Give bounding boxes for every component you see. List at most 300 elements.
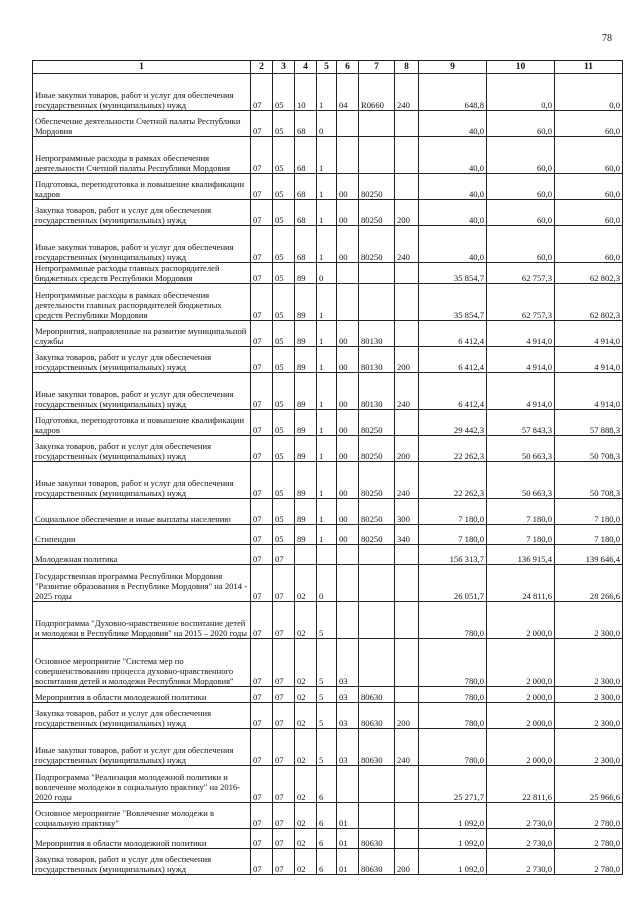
code-6: 03 (337, 687, 359, 703)
table-row (33, 602, 623, 639)
code-2: 07 (251, 565, 273, 602)
code-3: 07 (273, 766, 295, 803)
code-3: 07 (273, 639, 295, 687)
code-6: 00 (337, 525, 359, 545)
amount-11: 60,0 (555, 174, 623, 200)
code-4: 89 (295, 321, 317, 347)
amount-11: 62 802,3 (555, 284, 623, 321)
code-2: 07 (251, 525, 273, 545)
amount-11: 2 780,0 (555, 803, 623, 829)
amount-9: 780,0 (419, 687, 487, 703)
table-row (33, 525, 623, 545)
code-4: 68 (295, 226, 317, 263)
code-8: 340 (395, 525, 419, 545)
code-2: 07 (251, 226, 273, 263)
code-8: 200 (395, 200, 419, 226)
code-8 (395, 321, 419, 347)
code-7: 80630 (359, 729, 395, 766)
table-row (33, 321, 623, 347)
code-4: 89 (295, 410, 317, 436)
code-5: 1 (317, 525, 337, 545)
amount-10: 2 730,0 (487, 849, 555, 875)
column-header: 8 (395, 61, 419, 74)
amount-11: 0,0 (555, 74, 623, 111)
column-header: 10 (487, 61, 555, 74)
row-name: Закупка товаров, работ и услуг для обеспечения государственных (муниципальных) нужд (33, 849, 251, 875)
code-7 (359, 803, 395, 829)
code-7: 80250 (359, 436, 395, 462)
amount-10: 2 000,0 (487, 602, 555, 639)
row-name: Мероприятия в области молодежной политики (33, 829, 251, 849)
row-name: Подготовка, переподготовка и повышение квалификации кадров (33, 410, 251, 436)
row-name: Закупка товаров, работ и услуг для обеспечения государственных (муниципальных) нужд (33, 436, 251, 462)
code-2: 07 (251, 347, 273, 373)
code-5: 0 (317, 565, 337, 602)
amount-10: 0,0 (487, 74, 555, 111)
row-name: Иные закупки товаров, работ и услуг для обеспечения государственных (муниципальных) нужд (33, 729, 251, 766)
table-row (33, 200, 623, 226)
code-8: 200 (395, 347, 419, 373)
amount-11: 2 780,0 (555, 829, 623, 849)
code-3: 05 (273, 284, 295, 321)
code-6: 01 (337, 803, 359, 829)
table-row (33, 703, 623, 729)
code-8 (395, 639, 419, 687)
code-3: 05 (273, 226, 295, 263)
page-number: 78 (602, 33, 612, 44)
code-3: 07 (273, 829, 295, 849)
code-8 (395, 284, 419, 321)
code-7: 80250 (359, 499, 395, 525)
code-8 (395, 602, 419, 639)
table-row (33, 174, 623, 200)
table-row (33, 137, 623, 174)
code-2: 07 (251, 462, 273, 499)
row-name: Иные закупки товаров, работ и услуг для обеспечения государственных (муниципальных) нужд (33, 462, 251, 499)
code-6 (337, 263, 359, 284)
amount-11: 2 300,0 (555, 639, 623, 687)
code-8: 200 (395, 849, 419, 875)
code-8 (395, 545, 419, 565)
code-2: 07 (251, 263, 273, 284)
code-8: 240 (395, 729, 419, 766)
amount-11: 28 266,6 (555, 565, 623, 602)
amount-10: 60,0 (487, 200, 555, 226)
table-row (33, 829, 623, 849)
code-4: 68 (295, 111, 317, 137)
row-name: Закупка товаров, работ и услуг для обеспечения государственных (муниципальных) нужд (33, 703, 251, 729)
amount-9: 7 180,0 (419, 499, 487, 525)
amount-11: 2 300,0 (555, 687, 623, 703)
table-row (33, 803, 623, 829)
code-5: 1 (317, 373, 337, 410)
code-5: 1 (317, 410, 337, 436)
column-header: 3 (273, 61, 295, 74)
amount-10: 4 914,0 (487, 321, 555, 347)
code-6: 00 (337, 436, 359, 462)
table-row (33, 410, 623, 436)
amount-10: 62 757,3 (487, 284, 555, 321)
code-6: 01 (337, 829, 359, 849)
code-2: 07 (251, 639, 273, 687)
code-4: 02 (295, 602, 317, 639)
amount-10: 60,0 (487, 226, 555, 263)
code-4: 02 (295, 803, 317, 829)
amount-9: 1 092,0 (419, 849, 487, 875)
code-5: 1 (317, 499, 337, 525)
code-7 (359, 565, 395, 602)
amount-11: 4 914,0 (555, 347, 623, 373)
column-header: 11 (555, 61, 623, 74)
code-4: 02 (295, 766, 317, 803)
code-6: 00 (337, 174, 359, 200)
code-3: 05 (273, 174, 295, 200)
code-3: 05 (273, 321, 295, 347)
amount-9: 22 262,3 (419, 462, 487, 499)
row-name: Закупка товаров, работ и услуг для обеспечения государственных (муниципальных) нужд (33, 200, 251, 226)
code-4: 89 (295, 462, 317, 499)
code-2: 07 (251, 284, 273, 321)
code-2: 07 (251, 729, 273, 766)
code-5: 1 (317, 226, 337, 263)
amount-10: 4 914,0 (487, 373, 555, 410)
code-8: 200 (395, 703, 419, 729)
code-5: 1 (317, 200, 337, 226)
code-6 (337, 565, 359, 602)
row-name: Социальное обеспечение и иные выплаты населению (33, 499, 251, 525)
code-7 (359, 639, 395, 687)
code-2: 07 (251, 602, 273, 639)
amount-10: 2 000,0 (487, 703, 555, 729)
row-name: Иные закупки товаров, работ и услуг для обеспечения государственных (муниципальных) нужд (33, 74, 251, 111)
code-5: 5 (317, 602, 337, 639)
column-header: 5 (317, 61, 337, 74)
code-3: 07 (273, 602, 295, 639)
amount-11: 4 914,0 (555, 373, 623, 410)
code-6: 00 (337, 226, 359, 263)
code-6: 03 (337, 729, 359, 766)
code-8 (395, 263, 419, 284)
code-2: 07 (251, 703, 273, 729)
table-row (33, 565, 623, 602)
code-3: 05 (273, 200, 295, 226)
code-7 (359, 602, 395, 639)
amount-10: 60,0 (487, 174, 555, 200)
code-7: 80250 (359, 226, 395, 263)
code-8: 300 (395, 499, 419, 525)
row-name: Иные закупки товаров, работ и услуг для обеспечения государственных (муниципальных) нужд (33, 373, 251, 410)
code-4: 89 (295, 436, 317, 462)
amount-10: 60,0 (487, 137, 555, 174)
code-6: 00 (337, 321, 359, 347)
code-8: 200 (395, 436, 419, 462)
code-7: 80130 (359, 321, 395, 347)
table-row (33, 226, 623, 263)
column-header: 1 (33, 61, 251, 74)
code-6 (337, 137, 359, 174)
amount-11: 2 300,0 (555, 729, 623, 766)
code-7: 80250 (359, 462, 395, 499)
code-3: 07 (273, 687, 295, 703)
header-row (33, 61, 623, 74)
column-header: 7 (359, 61, 395, 74)
code-2: 07 (251, 111, 273, 137)
code-4: 02 (295, 849, 317, 875)
amount-11: 2 780,0 (555, 849, 623, 875)
amount-10: 2 000,0 (487, 729, 555, 766)
code-2: 07 (251, 436, 273, 462)
code-5: 1 (317, 174, 337, 200)
table-body (33, 74, 623, 875)
amount-10: 50 663,3 (487, 436, 555, 462)
amount-11: 50 708,3 (555, 436, 623, 462)
code-2: 07 (251, 687, 273, 703)
amount-9: 648,8 (419, 74, 487, 111)
table-row (33, 639, 623, 687)
table-row (33, 766, 623, 803)
amount-11: 2 300,0 (555, 602, 623, 639)
code-7 (359, 137, 395, 174)
code-3: 05 (273, 525, 295, 545)
code-6: 04 (337, 74, 359, 111)
code-6: 03 (337, 639, 359, 687)
amount-9: 40,0 (419, 226, 487, 263)
code-3: 05 (273, 373, 295, 410)
amount-11: 4 914,0 (555, 321, 623, 347)
code-5: 1 (317, 436, 337, 462)
code-2: 07 (251, 174, 273, 200)
code-2: 07 (251, 545, 273, 565)
code-4 (295, 545, 317, 565)
amount-11: 60,0 (555, 226, 623, 263)
code-8 (395, 111, 419, 137)
code-3: 07 (273, 545, 295, 565)
code-2: 07 (251, 74, 273, 111)
code-5: 5 (317, 729, 337, 766)
amount-11: 2 300,0 (555, 703, 623, 729)
amount-9: 6 412,4 (419, 347, 487, 373)
code-8: 240 (395, 74, 419, 111)
amount-10: 136 915,4 (487, 545, 555, 565)
row-name: Обеспечение деятельности Счетной палаты Республики Мордовия (33, 111, 251, 137)
amount-11: 7 180,0 (555, 525, 623, 545)
code-5: 5 (317, 639, 337, 687)
row-name: Мероприятия, направленные на развитие муниципальной службы (33, 321, 251, 347)
column-header: 2 (251, 61, 273, 74)
amount-10: 22 811,6 (487, 766, 555, 803)
code-6: 00 (337, 499, 359, 525)
code-3: 07 (273, 849, 295, 875)
table-row (33, 545, 623, 565)
amount-11: 50 708,3 (555, 462, 623, 499)
code-3: 07 (273, 703, 295, 729)
amount-9: 40,0 (419, 174, 487, 200)
amount-11: 62 802,3 (555, 263, 623, 284)
amount-9: 35 854,7 (419, 284, 487, 321)
code-5: 0 (317, 111, 337, 137)
amount-9: 25 271,7 (419, 766, 487, 803)
amount-9: 1 092,0 (419, 829, 487, 849)
amount-9: 40,0 (419, 137, 487, 174)
table-row (33, 849, 623, 875)
amount-9: 780,0 (419, 639, 487, 687)
amount-9: 1 092,0 (419, 803, 487, 829)
code-5: 6 (317, 766, 337, 803)
code-8 (395, 829, 419, 849)
table-row (33, 436, 623, 462)
table-row (33, 263, 623, 284)
code-8 (395, 137, 419, 174)
code-5: 1 (317, 462, 337, 499)
amount-10: 57 843,3 (487, 410, 555, 436)
amount-10: 60,0 (487, 111, 555, 137)
code-8: 240 (395, 226, 419, 263)
table-row (33, 111, 623, 137)
amount-10: 62 757,3 (487, 263, 555, 284)
code-4: 68 (295, 137, 317, 174)
row-name: Непрограммные расходы главных распорядителей бюджетных средств Республики Мордовия (33, 263, 251, 284)
amount-10: 2 000,0 (487, 639, 555, 687)
code-7: 80130 (359, 373, 395, 410)
row-name: Основное мероприятие "Система мер по совершенствованию процесса духовно-нравственного воспитания детей и молодежи Республики Мордовия" (33, 639, 251, 687)
table-row (33, 74, 623, 111)
row-name: Непрограммные расходы в рамках обеспечения деятельности главных распорядителей бюджетных средств Республики Мордовия (33, 284, 251, 321)
amount-9: 780,0 (419, 729, 487, 766)
code-4: 89 (295, 525, 317, 545)
code-8 (395, 565, 419, 602)
amount-9: 40,0 (419, 200, 487, 226)
table-row (33, 284, 623, 321)
code-7 (359, 766, 395, 803)
code-6 (337, 111, 359, 137)
code-3: 05 (273, 347, 295, 373)
column-header: 9 (419, 61, 487, 74)
code-4: 89 (295, 347, 317, 373)
code-3: 05 (273, 499, 295, 525)
code-4: 89 (295, 284, 317, 321)
code-4: 02 (295, 565, 317, 602)
code-6: 01 (337, 849, 359, 875)
code-5: 6 (317, 803, 337, 829)
code-2: 07 (251, 766, 273, 803)
code-2: 07 (251, 849, 273, 875)
code-7: 80630 (359, 849, 395, 875)
code-8 (395, 687, 419, 703)
code-6: 00 (337, 200, 359, 226)
code-3: 05 (273, 111, 295, 137)
row-name: Непрограммные расходы в рамках обеспечения деятельности Счетной палаты Республики Мордовия (33, 137, 251, 174)
table-row (33, 347, 623, 373)
code-5: 1 (317, 284, 337, 321)
code-4: 02 (295, 639, 317, 687)
code-6 (337, 545, 359, 565)
row-name: Государственная программа Республики Мордовия "Развитие образования в Республике Мордовия" на 2014 - 2025 годы (33, 565, 251, 602)
row-name: Подпрограмма "Реализация молодежной политики и вовлечение молодежи в социальную практику" на 2016-2020 годы (33, 766, 251, 803)
code-7: 80630 (359, 829, 395, 849)
code-3: 07 (273, 729, 295, 766)
code-5: 6 (317, 849, 337, 875)
code-4: 68 (295, 174, 317, 200)
row-name: Стипендии (33, 525, 251, 545)
amount-11: 60,0 (555, 111, 623, 137)
code-2: 07 (251, 410, 273, 436)
code-2: 07 (251, 499, 273, 525)
code-3: 05 (273, 137, 295, 174)
code-3: 05 (273, 263, 295, 284)
amount-9: 22 262,3 (419, 436, 487, 462)
code-6: 00 (337, 410, 359, 436)
code-8 (395, 410, 419, 436)
code-2: 07 (251, 829, 273, 849)
budget-table (32, 60, 623, 875)
code-2: 07 (251, 373, 273, 410)
code-2: 07 (251, 200, 273, 226)
amount-11: 60,0 (555, 200, 623, 226)
code-4: 10 (295, 74, 317, 111)
code-8 (395, 174, 419, 200)
amount-11: 60,0 (555, 137, 623, 174)
row-name: Подготовка, переподготовка и повышение квалификации кадров (33, 174, 251, 200)
code-4: 02 (295, 829, 317, 849)
amount-9: 40,0 (419, 111, 487, 137)
code-7 (359, 284, 395, 321)
code-5: 1 (317, 137, 337, 174)
amount-10: 2 730,0 (487, 829, 555, 849)
code-7: 80630 (359, 687, 395, 703)
code-5: 5 (317, 703, 337, 729)
code-7: R0660 (359, 74, 395, 111)
code-6 (337, 766, 359, 803)
code-6: 00 (337, 373, 359, 410)
code-5: 1 (317, 347, 337, 373)
code-8: 240 (395, 373, 419, 410)
amount-9: 29 442,3 (419, 410, 487, 436)
amount-9: 156 313,7 (419, 545, 487, 565)
code-4: 89 (295, 499, 317, 525)
amount-9: 780,0 (419, 602, 487, 639)
row-name: Молодежная политика (33, 545, 251, 565)
amount-10: 4 914,0 (487, 347, 555, 373)
code-7: 80250 (359, 200, 395, 226)
amount-9: 6 412,4 (419, 321, 487, 347)
code-5: 5 (317, 687, 337, 703)
code-6 (337, 284, 359, 321)
row-name: Основное мероприятие "Вовлечение молодежи в социальную практику" (33, 803, 251, 829)
code-7 (359, 545, 395, 565)
amount-9: 6 412,4 (419, 373, 487, 410)
code-6 (337, 602, 359, 639)
code-6: 00 (337, 347, 359, 373)
code-7 (359, 263, 395, 284)
amount-9: 35 854,7 (419, 263, 487, 284)
row-name: Мероприятия в области молодежной политики (33, 687, 251, 703)
code-4: 02 (295, 687, 317, 703)
table-row (33, 462, 623, 499)
amount-11: 7 180,0 (555, 499, 623, 525)
row-name: Подпрограмма "Духовно-нравственное воспитание детей и молодежи в Республике Мордовия" на 2015 – 2020 годы (33, 602, 251, 639)
amount-10: 2 000,0 (487, 687, 555, 703)
table-row (33, 373, 623, 410)
amount-11: 57 888,3 (555, 410, 623, 436)
code-3: 05 (273, 410, 295, 436)
amount-10: 50 663,3 (487, 462, 555, 499)
code-7: 80250 (359, 174, 395, 200)
code-5: 1 (317, 74, 337, 111)
code-7: 80250 (359, 525, 395, 545)
column-header: 6 (337, 61, 359, 74)
code-7: 80250 (359, 410, 395, 436)
code-5: 1 (317, 321, 337, 347)
